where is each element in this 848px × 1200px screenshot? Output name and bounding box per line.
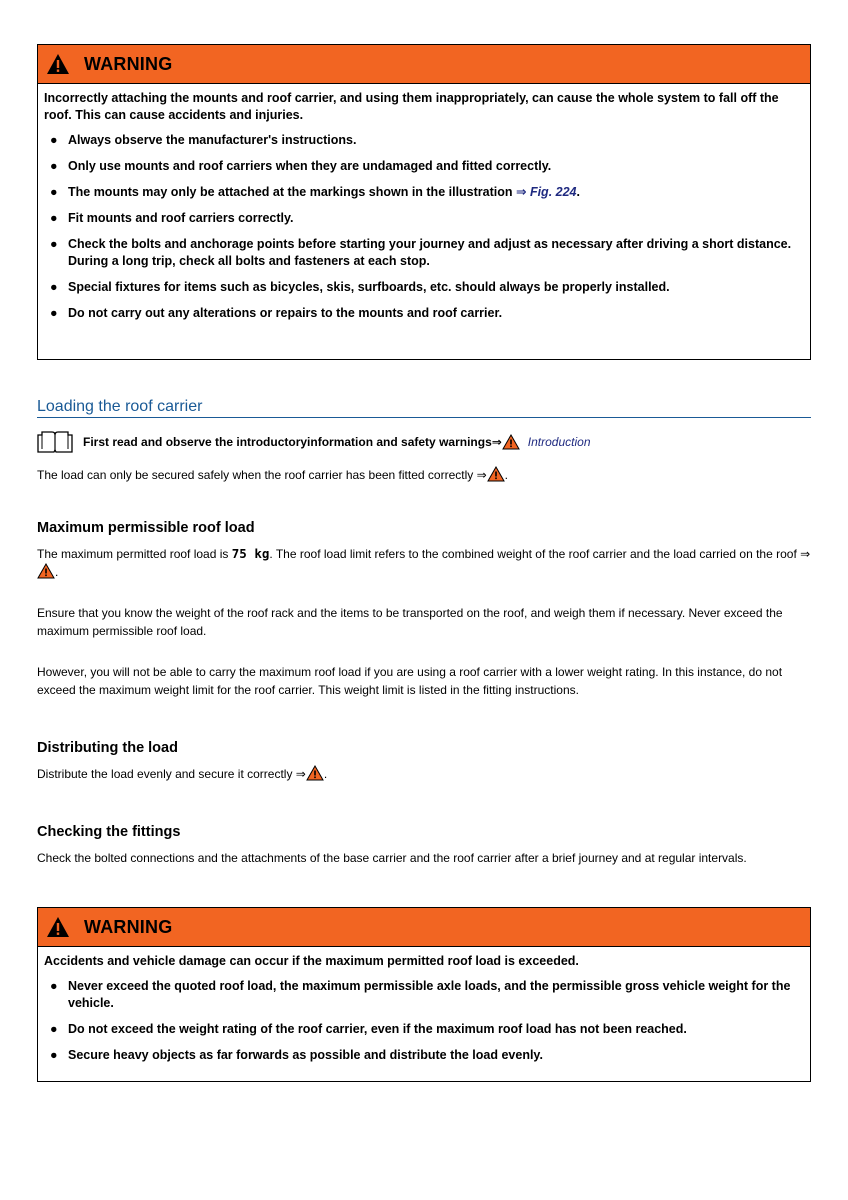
warning-header <box>38 908 810 947</box>
section-title: Loading the roof carrier <box>37 398 811 418</box>
warning-title: WARNING <box>84 53 173 74</box>
fig-224-link[interactable]: ⇒ Fig. 224 <box>516 185 577 199</box>
warning-list <box>44 978 800 1064</box>
max-load-value: 75 kg <box>231 546 270 561</box>
warning-triangle-icon <box>502 434 520 450</box>
max-load-paragraph-2: Ensure that you know the weight of the roof rack and the items to be transported on the roof, and weigh them if necessary. Never exceed the maximum permissible roof load. <box>37 606 783 638</box>
warning-triangle-icon <box>46 53 70 75</box>
intro-row <box>37 431 591 453</box>
list-item: ● Fit mounts and roof carriers correctly. <box>50 211 294 225</box>
max-load-paragraph-3: However, you will not be able to carry the maximum roof load if you are using a roof carrier with a lower weight rating. In this instance, do not exceed the maximum weight limit for the roof carrier. This weight limit is listed in the fitting instructions. <box>37 665 783 697</box>
list-item: ● Check the bolts and anchorage points before starting your journey and adjust as necessary after driving a short distance. During a long trip, check all bolts and fasteners at each stop. <box>50 237 792 268</box>
warning-triangle-icon[interactable] <box>306 765 324 781</box>
list-item: ● Do not exceed the weight rating of the roof carrier, even if the maximum roof load has not been reached. <box>50 1022 687 1036</box>
introduction-link[interactable]: Introduction <box>527 435 591 449</box>
warning-box-1 <box>37 44 811 360</box>
max-load-heading: Maximum permissible roof load <box>37 520 255 536</box>
list-item: ● Do not carry out any alterations or repairs to the mounts and roof carrier. <box>50 306 503 320</box>
distributing-heading: Distributing the load <box>37 740 178 756</box>
warning-box-2 <box>37 907 811 1082</box>
warning-body <box>38 947 810 1072</box>
warning-title: WARNING <box>84 916 173 937</box>
intro-text: First read and observe the introductoryinformation and safety warnings⇒ <box>83 435 502 449</box>
list-item: ● Secure heavy objects as far forwards as possible and distribute the load evenly. <box>50 1048 543 1062</box>
list-item: ● Never exceed the quoted roof load, the maximum permissible axle loads, and the permissible gross vehicle weight for the vehicle. <box>50 979 791 1010</box>
warning-header <box>38 45 810 84</box>
list-item: ● The mounts may only be attached at the markings shown in the illustration ⇒ Fig. 224. <box>50 185 580 199</box>
checking-paragraph: Check the bolted connections and the attachments of the base carrier and the roof carrier after a brief journey and at regular intervals. <box>37 851 747 865</box>
warning-intro: Incorrectly attaching the mounts and roof carrier, and using them inappropriately, can cause the whole system to fall off the roof. This can cause accidents and injuries. <box>44 91 779 122</box>
warning-triangle-icon <box>46 916 70 938</box>
warning-triangle-icon[interactable] <box>37 563 55 579</box>
book-icon <box>37 431 73 453</box>
distributing-paragraph: Distribute the load evenly and secure it correctly ⇒ . <box>37 767 328 781</box>
list-item: ● Only use mounts and roof carriers when they are undamaged and fitted correctly. <box>50 159 552 173</box>
warning-intro: Accidents and vehicle damage can occur if the maximum permitted roof load is exceeded. <box>44 954 579 968</box>
warning-body <box>38 84 810 330</box>
warning-list <box>44 132 800 322</box>
max-load-paragraph-1: The maximum permitted roof load is 75 kg. The roof load limit refers to the combined weight of the roof carrier and the load carried on the roof ⇒. <box>37 546 811 579</box>
checking-heading: Checking the fittings <box>37 824 181 840</box>
load-paragraph: The load can only be secured safely when the roof carrier has been fitted correctly ⇒ . <box>37 468 508 482</box>
warning-triangle-icon[interactable] <box>487 466 505 482</box>
list-item: ● Special fixtures for items such as bicycles, skis, surfboards, etc. should always be properly installed. <box>50 280 670 294</box>
list-item: ● Always observe the manufacturer's instructions. <box>50 133 357 147</box>
